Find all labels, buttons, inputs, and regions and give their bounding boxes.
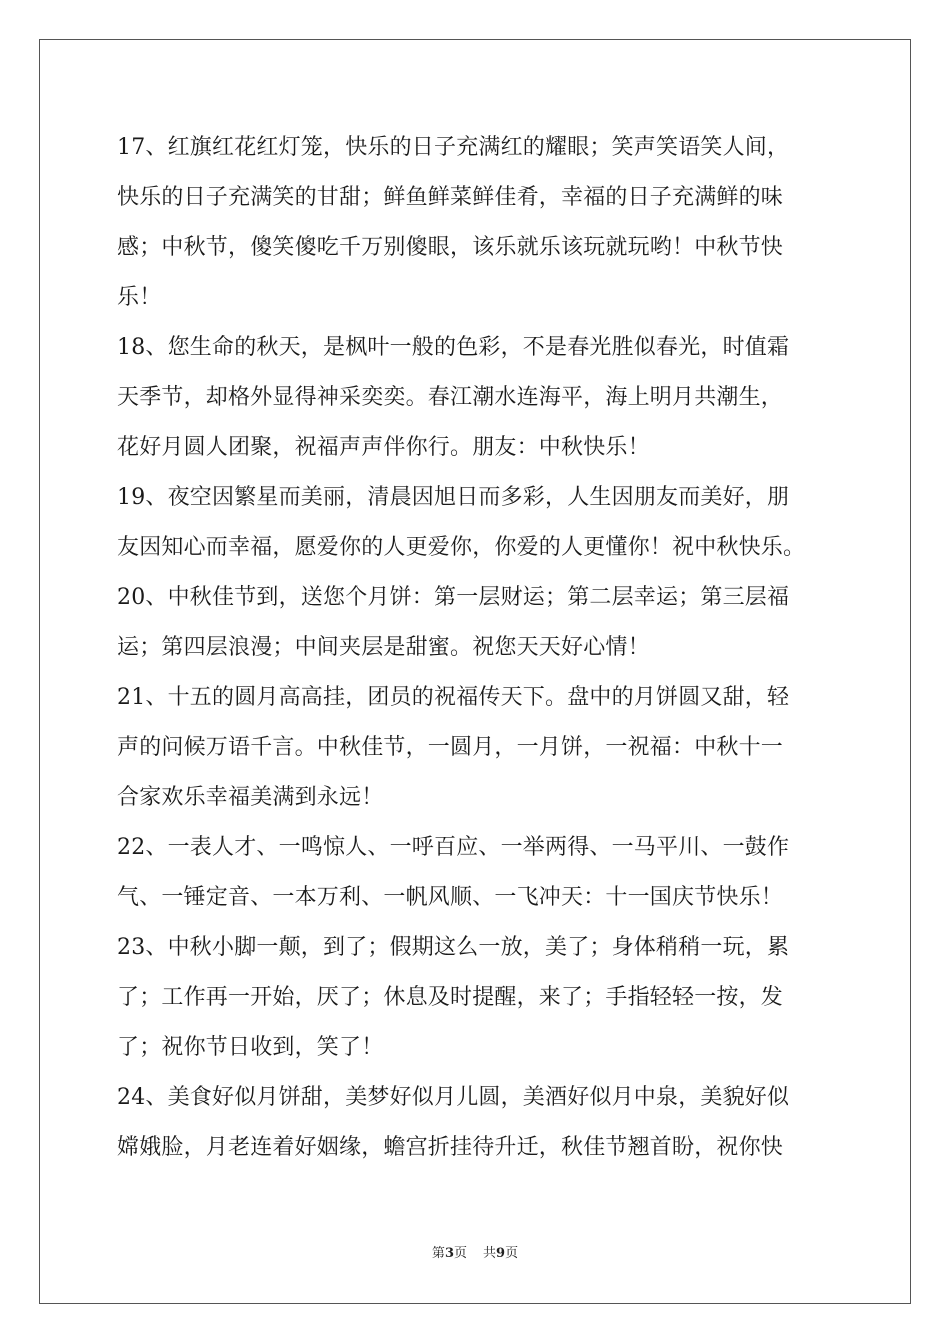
text-line: 嫦娥脸，月老连着好姻缘，蟾宫折挂待升迁，秋佳节翘首盼，祝你快: [117, 1135, 784, 1160]
text-line: 快乐的日子充满笑的甘甜；鲜鱼鲜菜鲜佳肴，幸福的日子充满鲜的味: [117, 185, 784, 210]
page-label-suffix: 页: [453, 1246, 467, 1261]
page-label-prefix: 第: [431, 1246, 445, 1261]
total-pages: 9: [496, 1246, 506, 1261]
entry-20: [117, 573, 833, 673]
text-line: 17、红旗红花红灯笼，快乐的日子充满红的耀眼；笑声笑语笑人间，: [117, 135, 790, 160]
page-footer: [0, 1245, 950, 1263]
text-line: 声的问候万语千言。中秋佳节，一圆月，一月饼，一祝福：中秋十一: [117, 735, 784, 760]
entry-18: [117, 323, 833, 473]
document-body: [117, 123, 833, 1173]
text-line: 21、十五的圆月高高挂，团员的祝福传天下。盘中的月饼圆又甜，轻: [117, 685, 790, 710]
text-line: 花好月圆人团聚，祝福声声伴你行。朋友：中秋快乐！: [117, 435, 650, 460]
text-line: 感；中秋节，傻笑傻吃千万别傻眼，该乐就乐该玩就玩哟！中秋节快: [117, 235, 784, 260]
text-line: 乐！: [117, 285, 162, 310]
text-line: 友因知心而幸福，愿爱你的人更爱你，你爱的人更懂你！祝中秋快乐。: [117, 535, 806, 560]
entry-24: [117, 1073, 833, 1173]
text-line: 了；工作再一开始，厌了；休息及时提醒，来了；手指轻轻一按，发: [117, 985, 784, 1010]
entry-19: [117, 473, 833, 573]
text-line: 22、一表人才、一鸣惊人、一呼百应、一举两得、一马平川、一鼓作: [117, 835, 790, 860]
text-line: 24、美食好似月饼甜，美梦好似月儿圆，美酒好似月中泉，美貌好似: [117, 1085, 790, 1110]
entry-22: [117, 823, 833, 923]
text-line: 运；第四层浪漫；中间夹层是甜蜜。祝您天天好心情！: [117, 635, 650, 660]
text-line: 20、中秋佳节到，送您个月饼：第一层财运；第二层幸运；第三层福: [117, 585, 790, 610]
text-line: 18、您生命的秋天，是枫叶一般的色彩，不是春光胜似春光，时值霜: [117, 335, 790, 360]
text-line: 合家欢乐幸福美满到永远！: [117, 785, 384, 810]
text-line: 天季节，却格外显得神采奕奕。春江潮水连海平，海上明月共潮生，: [117, 385, 784, 410]
entry-23: [117, 923, 833, 1073]
text-line: 23、中秋小脚一颠，到了；假期这么一放，美了；身体稍稍一玩，累: [117, 935, 790, 960]
text-line: 气、一锤定音、一本万利、一帆风顺、一飞冲天：十一国庆节快乐！: [117, 885, 784, 910]
entry-17: [117, 123, 833, 323]
text-line: 了；祝你节日收到，笑了！: [117, 1035, 384, 1060]
text-line: 19、夜空因繁星而美丽，清晨因旭日而多彩，人生因朋友而美好，朋: [117, 485, 790, 510]
entry-21: [117, 673, 833, 823]
total-label-suffix: 页: [505, 1246, 519, 1261]
page-number: 3: [444, 1246, 454, 1261]
total-label-prefix: 共: [483, 1246, 497, 1261]
